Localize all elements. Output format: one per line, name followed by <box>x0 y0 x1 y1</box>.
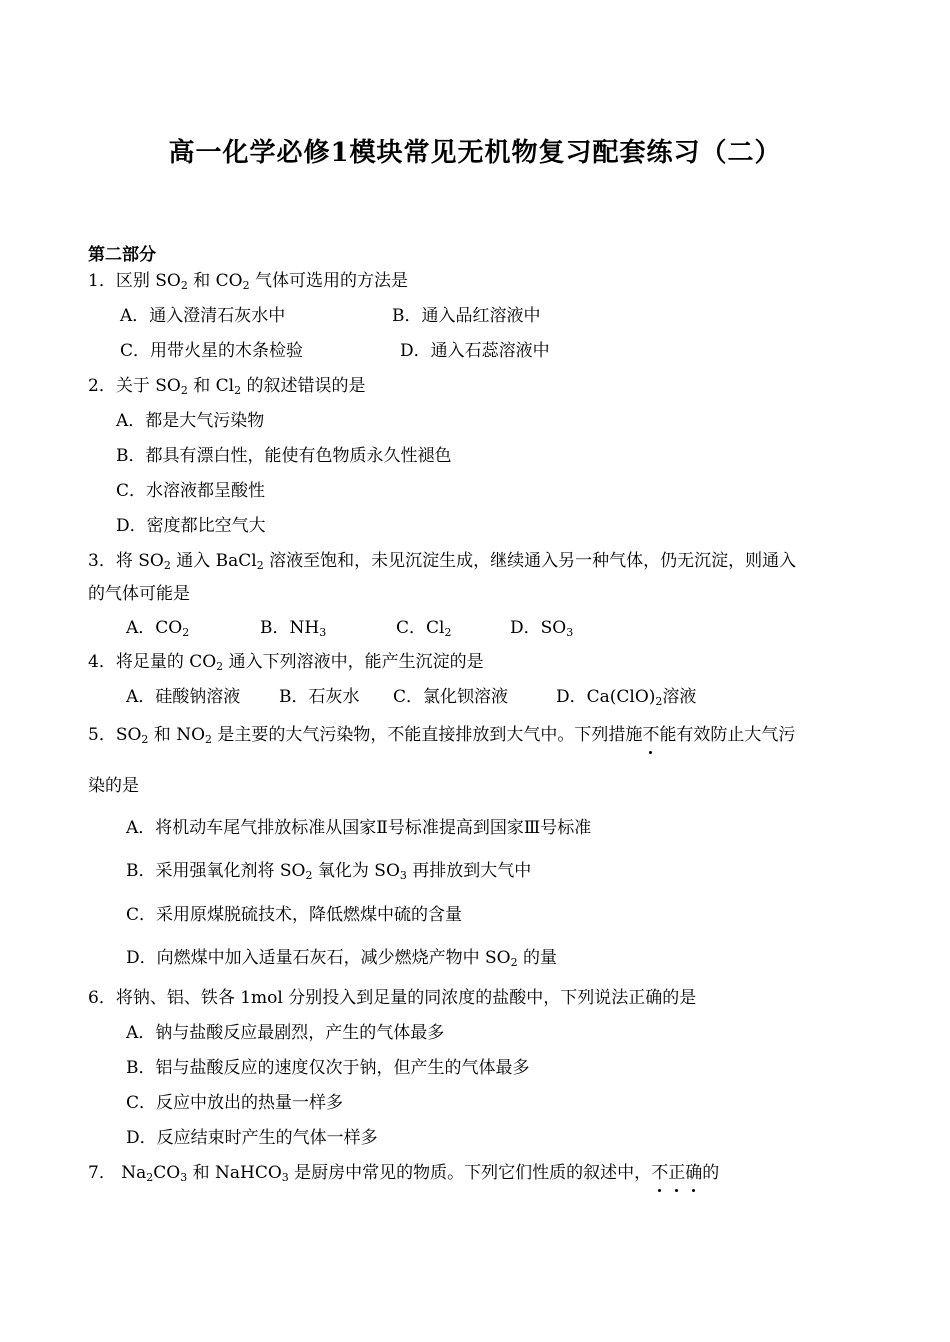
question-3-option-c: C．$Cl_2$ <box>396 618 452 639</box>
question-6-stem: 6．将钠、铝、铁各 1mol 分别投入到足量的同浓度的盐酸中，下列说法正确的是 <box>88 988 697 1008</box>
question-5-stem-continued: 染的是 <box>88 776 139 796</box>
question-3-stem: 3．将 $SO_2$ 通入 BaCl$_2$ 溶液至饱和，未见沉淀生成，继续通入另一种气体，仍无沉淀，则通入 <box>88 551 797 572</box>
question-5-stem: 5．$SO_2$ 和 $NO_2$ 是主要的大气污染物，不能直接排放到大气中。下列措施不能有效防止大气污 <box>88 725 796 746</box>
emphasis-dot-char: 确 <box>685 1163 703 1183</box>
emphasis-dot-char: 正 <box>668 1163 686 1183</box>
question-4-option-a: A．硅酸钠溶液 <box>126 687 241 707</box>
question-6-option-d: D．反应结束时产生的气体一样多 <box>126 1128 378 1148</box>
question-2-option-a: A．都是大气污染物 <box>116 411 265 431</box>
question-5-option-b: B．采用强氧化剂将 $SO_2$ 氧化为 $SO_3$ 再排放到大气中 <box>126 861 532 882</box>
emphasis-dot-char: 不 <box>651 1163 669 1183</box>
question-1-option-a: A．通入澄清石灰水中 <box>120 306 286 326</box>
question-3-option-b: B．$NH_3$ <box>260 618 327 639</box>
question-4-stem: 4．将足量的 $CO_2$ 通入下列溶液中，能产生沉淀的是 <box>88 652 484 673</box>
question-3-option-d: D．$SO_3$ <box>510 618 574 639</box>
page-title: 高一化学必修1模块常见无机物复习配套练习（二） <box>168 138 782 168</box>
question-2-option-d: D．密度都比空气大 <box>116 516 266 536</box>
question-7-stem: 7． $Na_2CO_3$ 和 NaHCO$_3$ 是厨房中常见的物质。下列它们性质的叙述中，不正确的 <box>88 1163 720 1184</box>
question-1-stem: 1．区别 $SO_2$ 和 $CO_2$ 气体可选用的方法是 <box>88 271 408 292</box>
question-6-option-b: B．铝与盐酸反应的速度仅次于钠，但产生的气体最多 <box>126 1058 530 1078</box>
question-5-option-d: D．向燃煤中加入适量石灰石，减少燃烧产物中 $SO_2$ 的量 <box>126 948 558 969</box>
question-2-option-c: C．水溶液都呈酸性 <box>116 481 266 501</box>
question-4-option-b: B．石灰水 <box>279 687 360 707</box>
question-4-option-d: D．$Ca(ClO)_2$溶液 <box>556 687 697 708</box>
question-2-stem: 2．关于 $SO_2$ 和 $Cl_2$ 的叙述错误的是 <box>88 376 366 397</box>
question-6-option-c: C．反应中放出的热量一样多 <box>126 1093 344 1113</box>
question-3-option-a: A．$CO_2$ <box>126 618 190 639</box>
question-6-option-a: A．钠与盐酸反应最剧烈，产生的气体最多 <box>126 1023 445 1043</box>
question-4-option-c: C．氯化钡溶液 <box>393 687 509 707</box>
section-heading: 第二部分 <box>88 245 156 265</box>
question-5-option-c: C．采用原煤脱硫技术，降低燃煤中硫的含量 <box>126 905 463 925</box>
emphasis-dot-char: 不 <box>642 725 660 745</box>
question-1-option-d: D．通入石蕊溶液中 <box>400 341 550 361</box>
question-1-option-b: B．通入品红溶液中 <box>392 306 541 326</box>
question-2-option-b: B．都具有漂白性，能使有色物质永久性褪色 <box>116 446 452 466</box>
question-5-option-a: A．将机动车尾气排放标准从国家Ⅱ号标准提高到国家Ⅲ号标准 <box>126 818 592 838</box>
question-3-stem-continued: 的气体可能是 <box>88 584 190 604</box>
question-1-option-c: C．用带火星的木条检验 <box>120 341 304 361</box>
